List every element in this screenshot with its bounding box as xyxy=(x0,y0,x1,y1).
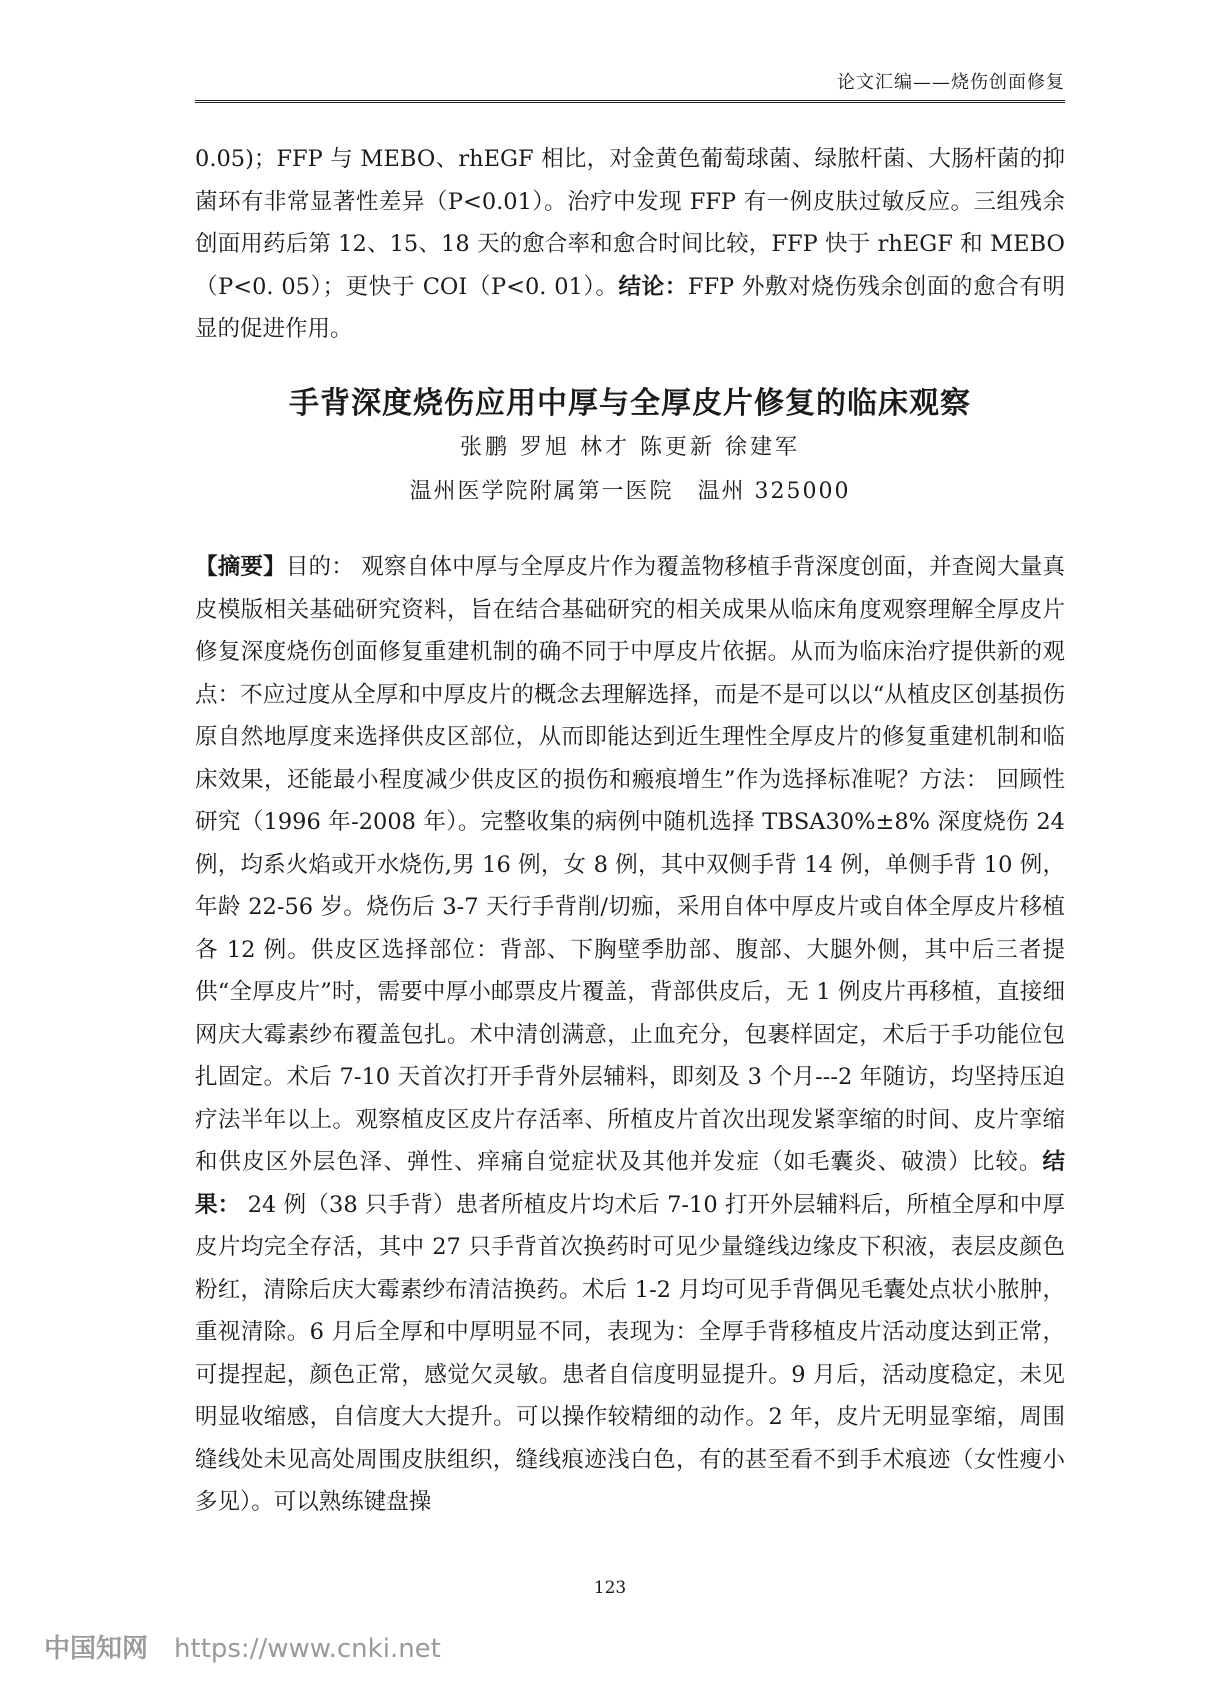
previous-article-tail xyxy=(195,138,1065,351)
conclusion-label: 结论： xyxy=(618,273,688,300)
previous-article-text: 0.05)；FFP 与 MEBO、rhEGF 相比，对金黄色葡萄球菌、绿脓杆菌、大肠杆菌的抑菌环有非常显著性差异（P<0.01）。治疗中发现 FFP 有一例皮肤过敏反应。三组残余创面用药后第 12、15、18 天的愈合率和愈合时间比较，FFP 快于 rhEGF 和 MEBO（P<0. 05）；更快于 COI（P<0. 01）。 xyxy=(195,146,1065,300)
method-text: 回顾性研究（1996 年-2008 年）。完整收集的病例中随机选择 TBSA30%±8% 深度烧伤 24 例，均系火焰或开水烧伤,男 16 例，女 8 例，其中双侧手背 14 例，单侧手背 10 例，年龄 22-56 岁。烧伤后 3-7 天行手背削/切痂，采用自体中厚皮片或自体全厚皮片移植各 12 例。供皮区选择部位：背部、下胸壁季肋部、腹部、大腿外侧，其中后三者提供“全厚皮片”时，需要中厚小邮票皮片覆盖，背部供皮后，无 1 例皮片再移植，直接细网庆大霉素纱布覆盖包扎。术中清创满意，止血充分，包裹样固定，术后于手功能位包扎固定。术后 7-10 天首次打开手背外层辅料，即刻及 3 个月---2 年随访，均坚持压迫疗法半年以上。观察植皮区皮片存活率、所植皮片首次出现发紧挛缩的时间、皮片挛缩和供皮区外层色泽、弹性、痒痛自觉症状及其他并发症（如毛囊炎、破溃）比较。 xyxy=(195,766,1065,1175)
running-header-text: 论文汇编——烧伤创面修复 xyxy=(837,72,1065,93)
cnki-watermark xyxy=(44,1628,441,1665)
result-label: 结果： xyxy=(195,1149,1065,1218)
article-affiliation: 温州医学院附属第一医院 温州 325000 xyxy=(409,479,851,504)
abstract-label: 【摘要】 xyxy=(195,554,286,580)
abstract xyxy=(195,546,1065,1524)
article-title: 手背深度烧伤应用中厚与全厚皮片修复的临床观察 xyxy=(289,386,971,421)
purpose-label: 目的： xyxy=(285,554,354,580)
running-header xyxy=(195,66,1065,103)
result-text: 24 例（38 只手背）患者所植皮片均术后 7-10 打开外层辅料后，所植全厚和中厚皮片均完全存活，其中 27 只手背首次换药时可见少量缝线边缘皮下积液，表层皮颜色粉红，清除后庆大霉素纱布清洁换药。术后 1-2 月均可见手背偶见毛囊处点状小脓肿，重视清除。6 月后全厚和中厚明显不同，表现为：全厚手背移植皮片活动度达到正常，可提捏起，颜色正常，感觉欠灵敏。患者自信度明显提升。9 月后，活动度稳定，未见明显收缩感，自信度大大提升。可以操作较精细的动作。2 年，皮片无明显挛缩，周围缝线处未见高处周围皮肤组织，缝线痕迹浅白色，有的甚至看不到手术痕迹（女性瘦小多见）。可以熟练键盘操 xyxy=(195,1191,1065,1515)
method-label: 方法： xyxy=(919,766,989,793)
watermark-url: https://www.cnki.net xyxy=(174,1634,441,1664)
watermark-brand: 中国知网 xyxy=(44,1634,149,1664)
conclusion-text: FFP 外敷对烧伤残余创面的愈合有明显的促进作用。 xyxy=(195,273,1065,342)
purpose-text: 观察自体中厚与全厚皮片作为覆盖物移植手背深度创面，并查阅大量真皮模版相关基础研究资料，旨在结合基础研究的相关成果从临床角度观察理解全厚皮片修复深度烧伤创面修复重建机制的确不同于中厚皮片依据。从而为临床治疗提供新的观点：不应过度从全厚和中厚皮片的概念去理解选择，而是不是可以以“从植皮区创基损伤原自然地厚度来选择供皮区部位，从而即能达到近生理性全厚皮片的修复重建机制和临床效果，还能最小程度减少供皮区的损伤和瘢痕增生”作为选择标准呢？ xyxy=(195,554,1065,793)
page-number: 123 xyxy=(593,1578,627,1598)
article-authors: 张鹏 罗旭 林才 陈更新 徐建军 xyxy=(460,435,800,460)
